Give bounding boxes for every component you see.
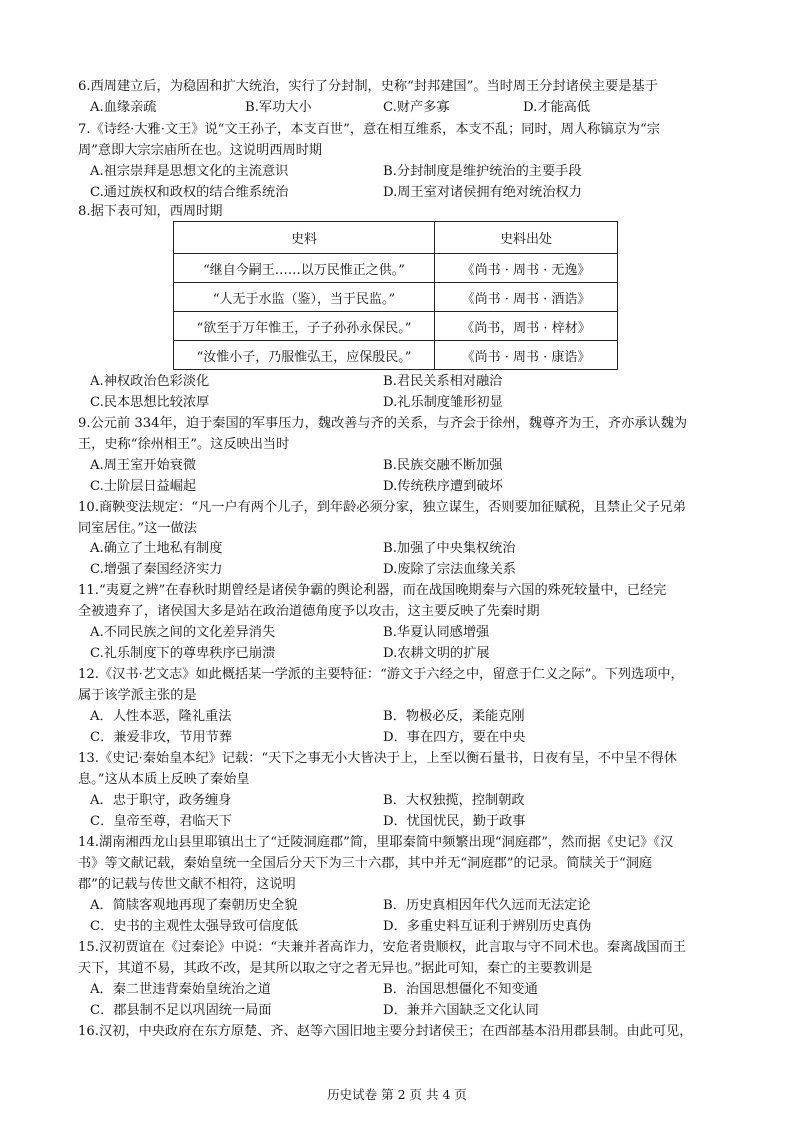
table-cell-origin: 《尚书 · 周书 · 酒诰》 [435,283,618,312]
q9-stem-line-1: 9.公元前 334年，迫于秦国的军事压力，魏改善与齐的关系，与齐会于徐州，魏尊齐为王，齐亦承认魏为 [78,416,688,431]
q10-option-c: C.增强了秦国经济实力 [90,562,223,577]
q8-option-c: C.民本思想比较浓厚 [90,395,210,410]
table-cell-origin: 《尚书，周书 · 梓材》 [435,312,618,341]
q10-option-b: B.加强了中央集权统治 [383,541,516,556]
table-header-source: 史料 [174,222,435,254]
q7-option-b: B.分封制度是维护统治的主要手段 [383,164,582,179]
q8-option-b: B.君民关系相对融洽 [383,374,503,389]
q9-option-b: B.民族交融不断加强 [383,458,503,473]
q15-stem-line-1: 15.汉初贾谊在《过秦论》中说：“夫兼并者高诈力，安危者贵顺权，此言取与守不同术也。秦离战国而王 [78,940,686,955]
q8-option-a: A.神权政治色彩淡化 [90,374,210,389]
q12-option-c: C．兼爱非攻，节用节葬 [90,730,232,745]
q10-option-a: A.确立了土地私有制度 [90,541,223,556]
q13-option-d: D．忧国忧民，勤于政事 [383,814,526,829]
q15-stem-line-2: 天下，其道不易，其政不改，是其所以取之守之者无异也。”据此可知，秦亡的主要教训是 [78,961,593,976]
page-footer: 历史试卷 第 2 页 共 4 页 [327,1087,467,1102]
q10-option-d: D.废除了宗法血缘关系 [383,562,516,577]
q15-option-c: C．郡县制不足以巩固统一局面 [90,1003,272,1018]
q7-option-c: C.通过族权和政权的结合维系统治 [90,185,289,200]
q14-stem-line-2: 书》等文献记载，秦始皇统一全国后分天下为三十六郡，其中并无“洞庭郡”的记录。简牍关于“洞庭 [78,856,653,871]
q9-stem-line-2: 王，史称“徐州相王”。这反映出当时 [78,437,290,452]
table-cell-quote: “汝惟小子，乃服惟弘王，应保殷民。” [174,341,435,370]
q14-option-d: D．多重史料互证利于辨别历史真伪 [383,919,592,934]
q11-stem-line-2: 全被遗弃了，诸侯国大多是站在政治道德角度予以攻击，这主要反映了先秦时期 [78,604,540,619]
q15-option-d: D．兼并六国缺乏文化认同 [383,1003,539,1018]
table-cell-quote: “人无于水监（鉴），当于民监。” [174,283,435,312]
q9-option-a: A.周王室开始衰微 [90,458,197,473]
source-table [173,221,618,370]
q6-option-a: A.血缘亲疏 [90,100,157,115]
q13-stem-line-1: 13.《史记·秦始皇本纪》记载：“天下之事无小大皆决于上，上至以衡石量书，日夜有呈，不中呈不得休 [78,751,677,766]
q14-option-a: A．简牍客观地再现了秦朝历史全貌 [90,898,298,913]
table-cell-quote: “欲至于万年惟王，子子孙孙永保民。” [174,312,435,341]
q12-stem-line-2: 属于该学派主张的是 [78,688,197,703]
table-cell-origin: 《尚书 · 周书 · 无逸》 [435,254,618,283]
q6-stem-line-1: 6.西周建立后，为稳固和扩大统治，实行了分封制，史称“封邦建国”。当时周王分封诸侯主要是基于 [78,79,658,94]
q16-stem-line-1: 16.汉初，中央政府在东方原楚、齐、赵等六国旧地主要分封诸侯王；在西部基本沿用郡县制。由此可见， [78,1024,693,1039]
q13-option-b: B．大权独揽，控制朝政 [383,793,525,808]
q11-option-d: D.农耕文明的扩展 [383,646,490,661]
table-cell-origin: 《尚书 · 周书 · 康诰》 [435,341,618,370]
table-row [174,254,618,283]
q9-option-c: C.士阶层日益崛起 [90,479,197,494]
q15-option-b: B．治国思想僵化不知变通 [383,982,538,997]
q10-stem-line-2: 同室居住。”这一做法 [78,521,197,536]
q14-stem-line-3: 郡”的记载与传世文献不相符，这说明 [78,877,296,892]
q9-option-d: D.传统秩序遭到破坏 [383,479,503,494]
q7-option-a: A.祖宗崇拜是思想文化的主流意识 [90,164,289,179]
q6-option-b: B.军功大小 [245,100,312,115]
q12-option-b: B．物极必反，柔能克刚 [383,709,525,724]
q14-option-c: C．史书的主观性太强导致可信度低 [90,919,298,934]
q12-stem-line-1: 12.《汉书·艺文志》如此概括某一学派的主要特征：“游文于六经之中，留意于仁义之际”。下列选项中， [78,667,684,682]
q14-option-b: B．历史真相因年代久远而无法定论 [383,898,591,913]
q13-option-a: A．忠于职守，政务缠身 [90,793,232,808]
q11-option-b: B.华夏认同感增强 [383,625,490,640]
table-header-origin: 史料出处 [435,222,618,254]
table-row [174,341,618,370]
q6-option-d: D.才能高低 [523,100,591,115]
q12-option-a: A．人性本恶，隆礼重法 [90,709,232,724]
q6-option-c: C.财产多寡 [383,100,450,115]
q15-option-a: A．秦二世违背秦始皇统治之道 [90,982,271,997]
q11-option-a: A.不同民族之间的文化差异消失 [90,625,276,640]
table-header-row [174,222,618,254]
table-cell-quote: “继自今嗣王……以万民惟正之供。” [174,254,435,283]
q11-option-c: C.礼乐制度下的尊卑秩序已崩溃 [90,646,276,661]
table-row [174,283,618,312]
q12-option-d: D．事在四方，要在中央 [383,730,526,745]
q13-option-c: C．皇帝至尊，君临天下 [90,814,232,829]
q7-stem-line-1: 7.《诗经·大雅·文王》说“文王孙子，本支百世”，意在相互维系，本支不乱；同时，周人称镐京为“宗 [78,122,660,137]
q8-stem-line-1: 8.据下表可知，西周时期 [78,204,223,219]
q8-option-d: D.礼乐制度雏形初显 [383,395,503,410]
q11-stem-line-1: 11.“夷夏之辨”在春秋时期曾经是诸侯争霸的舆论利器，而在战国晚期秦与六国的殊死较量中，已经完 [78,583,667,598]
table-row [174,312,618,341]
q10-stem-line-1: 10.商鞅变法规定：“凡一户有两个儿子，到年龄必须分家，独立谋生，否则要加征赋税，且禁止父子兄弟 [78,500,686,515]
q13-stem-line-2: 息。”这从本质上反映了秦始皇 [78,772,250,787]
q7-option-d: D.周王室对诸侯拥有绝对统治权力 [383,185,582,200]
q7-stem-line-2: 周”意即大宗宗庙所在也。这说明西周时期 [78,143,323,158]
q14-stem-line-1: 14.湖南湘西龙山县里耶镇出土了“迁陵洞庭郡”简，里耶秦简中频繁出现“洞庭郡”，然而据《史记》《汉 [78,835,674,850]
